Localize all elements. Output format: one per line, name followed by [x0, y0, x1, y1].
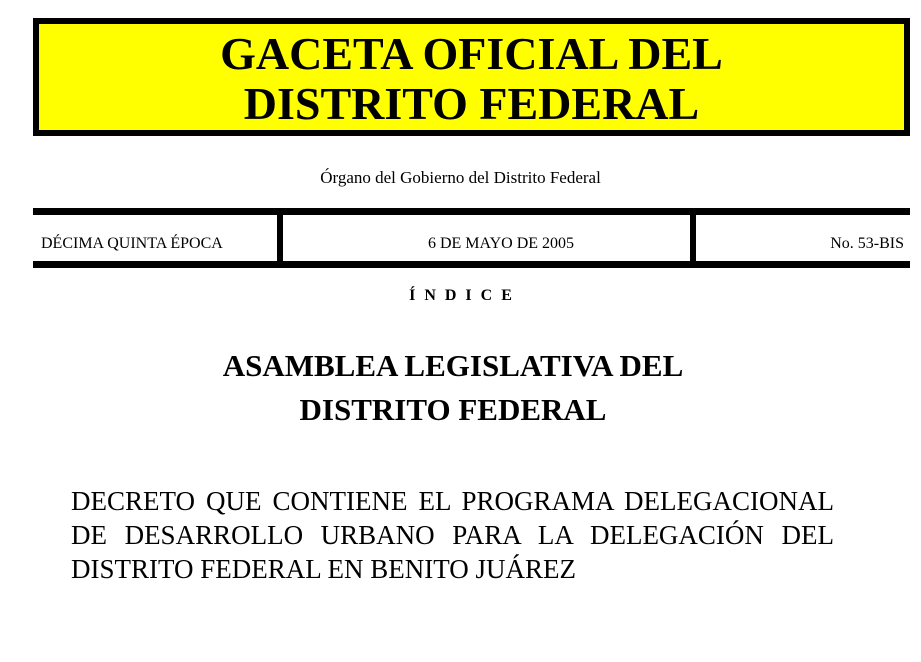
gazette-title-line1: GACETA OFICIAL DEL — [220, 28, 723, 79]
decree-entry[interactable]: DECRETO QUE CONTIENE EL PROGRAMA DELEGACIONAL DE DESARROLLO URBANO PARA LA DELEGACIÓN DEL DISTRITO FEDERAL EN BENITO JUÁREZ — [71, 486, 834, 584]
gazette-subtitle: Órgano del Gobierno del Distrito Federal — [320, 168, 601, 187]
info-divider-right — [690, 214, 696, 262]
issue-epoch: DÉCIMA QUINTA ÉPOCA — [41, 235, 223, 252]
section-title-line1: ASAMBLEA LEGISLATIVA DEL — [222, 348, 684, 383]
index-heading: ÍNDICE — [409, 287, 521, 304]
gazette-title — [39, 24, 904, 129]
issue-number: No. 53-BIS — [830, 235, 904, 252]
masthead-banner — [37, 22, 906, 132]
gazette-title-line2: DISTRITO FEDERAL — [243, 78, 700, 129]
issue-date: 6 DE MAYO DE 2005 — [427, 235, 575, 252]
section-title — [0, 344, 906, 432]
issue-info-bar — [33, 208, 910, 268]
masthead-frame — [33, 18, 910, 136]
section-title-line2: DISTRITO FEDERAL — [299, 392, 607, 427]
